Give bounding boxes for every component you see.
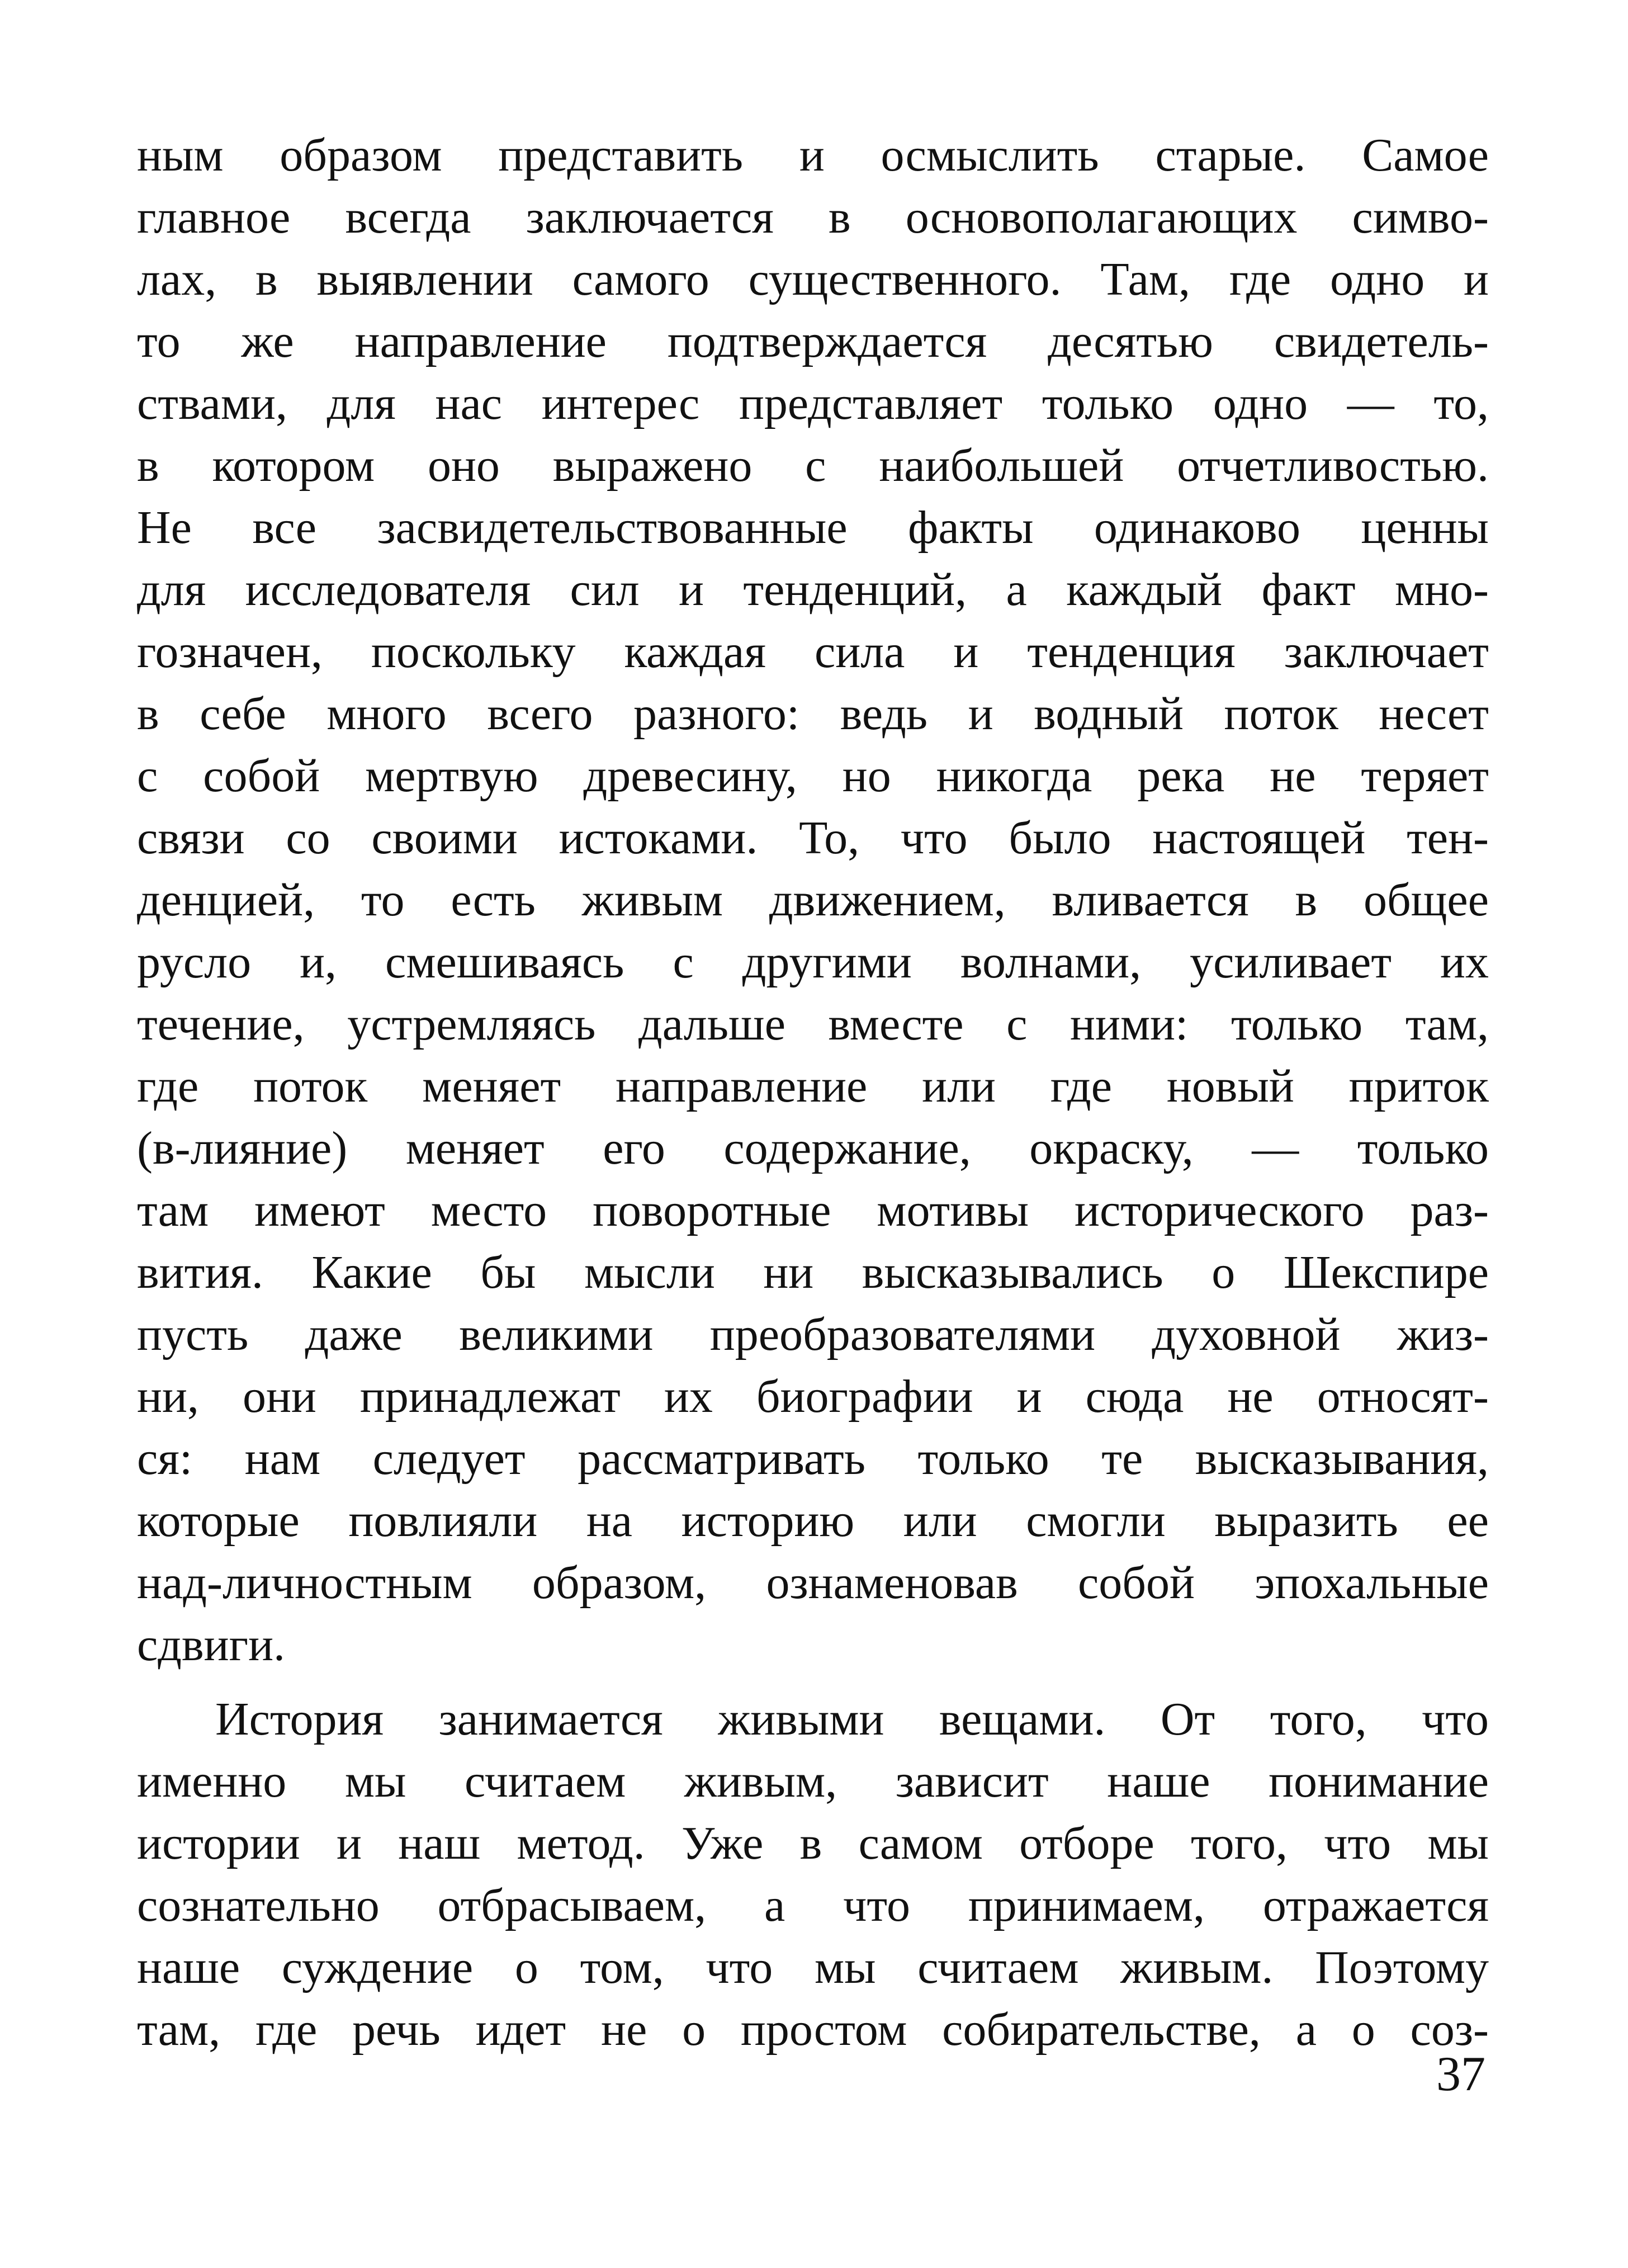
paragraph	[137, 1688, 1489, 2061]
text-line: которые повлияли на историю или смогли выразить ее	[137, 1495, 1489, 1547]
page-number: 37	[1436, 2047, 1485, 2101]
text-line: над-личностным образом, ознаменовав собой эпохальные	[137, 1557, 1489, 1609]
text-line: течение, устремляясь дальше вместе с ними: только там,	[137, 998, 1489, 1050]
text-line: связи со своими истоками. То, что было настоящей тен-	[137, 812, 1489, 864]
text-line: там, где речь идет не о простом собирательстве, а о соз-	[137, 2004, 1489, 2056]
text-line: для исследователя сил и тенденций, а каждый факт мно-	[137, 564, 1489, 616]
text-line: пусть даже великими преобразователями духовной жиз-	[137, 1308, 1489, 1360]
text-line: в котором оно выражено с наибольшей отчетливостью.	[137, 440, 1489, 492]
text-line: вития. Какие бы мысли ни высказывались о Шекспире	[137, 1246, 1489, 1298]
text-line: (в-лияние) меняет его содержание, окраску, — только	[137, 1122, 1489, 1174]
text-line: Не все засвидетельствованные факты одинаково ценны	[137, 502, 1489, 554]
text-line: ся: нам следует рассматривать только те высказывания,	[137, 1433, 1489, 1485]
text-line: русло и, смешиваясь с другими волнами, усиливает их	[137, 936, 1489, 988]
text-line: денцией, то есть живым движением, вливается в общее	[137, 874, 1489, 926]
paragraph-gap	[137, 1676, 1489, 1688]
text-line: сдвиги.	[137, 1619, 286, 1671]
body-text	[137, 124, 1489, 2061]
text-line: ствами, для нас интерес представляет только одно — то,	[137, 377, 1489, 429]
text-line: сознательно отбрасываем, а что принимаем, отражается	[137, 1879, 1489, 1931]
text-line: истории и наш метод. Уже в самом отборе того, что мы	[137, 1817, 1489, 1869]
text-line: там имеют место поворотные мотивы исторического раз-	[137, 1184, 1489, 1236]
text-line: наше суждение о том, что мы считаем живым. Поэтому	[137, 1941, 1489, 1993]
text-line: История занимается живыми вещами. От того, что	[215, 1693, 1489, 1745]
text-line: где поток меняет направление или где новый приток	[137, 1060, 1489, 1112]
text-line: ным образом представить и осмыслить старые. Самое	[137, 129, 1489, 181]
text-line: ни, они принадлежат их биографии и сюда не относят-	[137, 1371, 1489, 1423]
text-line: главное всегда заключается в основополагающих симво-	[137, 191, 1489, 243]
text-line: именно мы считаем живым, зависит наше понимание	[137, 1755, 1489, 1807]
text-line: лах, в выявлении самого существенного. Там, где одно и	[137, 253, 1489, 305]
text-line: гозначен, поскольку каждая сила и тенденция заключает	[137, 626, 1489, 678]
text-line: то же направление подтверждается десятью свидетель-	[137, 315, 1489, 367]
text-line: в себе много всего разного: ведь и водный поток несет	[137, 688, 1489, 740]
text-line: с собой мертвую древесину, но никогда река не теряет	[137, 750, 1489, 802]
paragraph	[137, 124, 1489, 1676]
